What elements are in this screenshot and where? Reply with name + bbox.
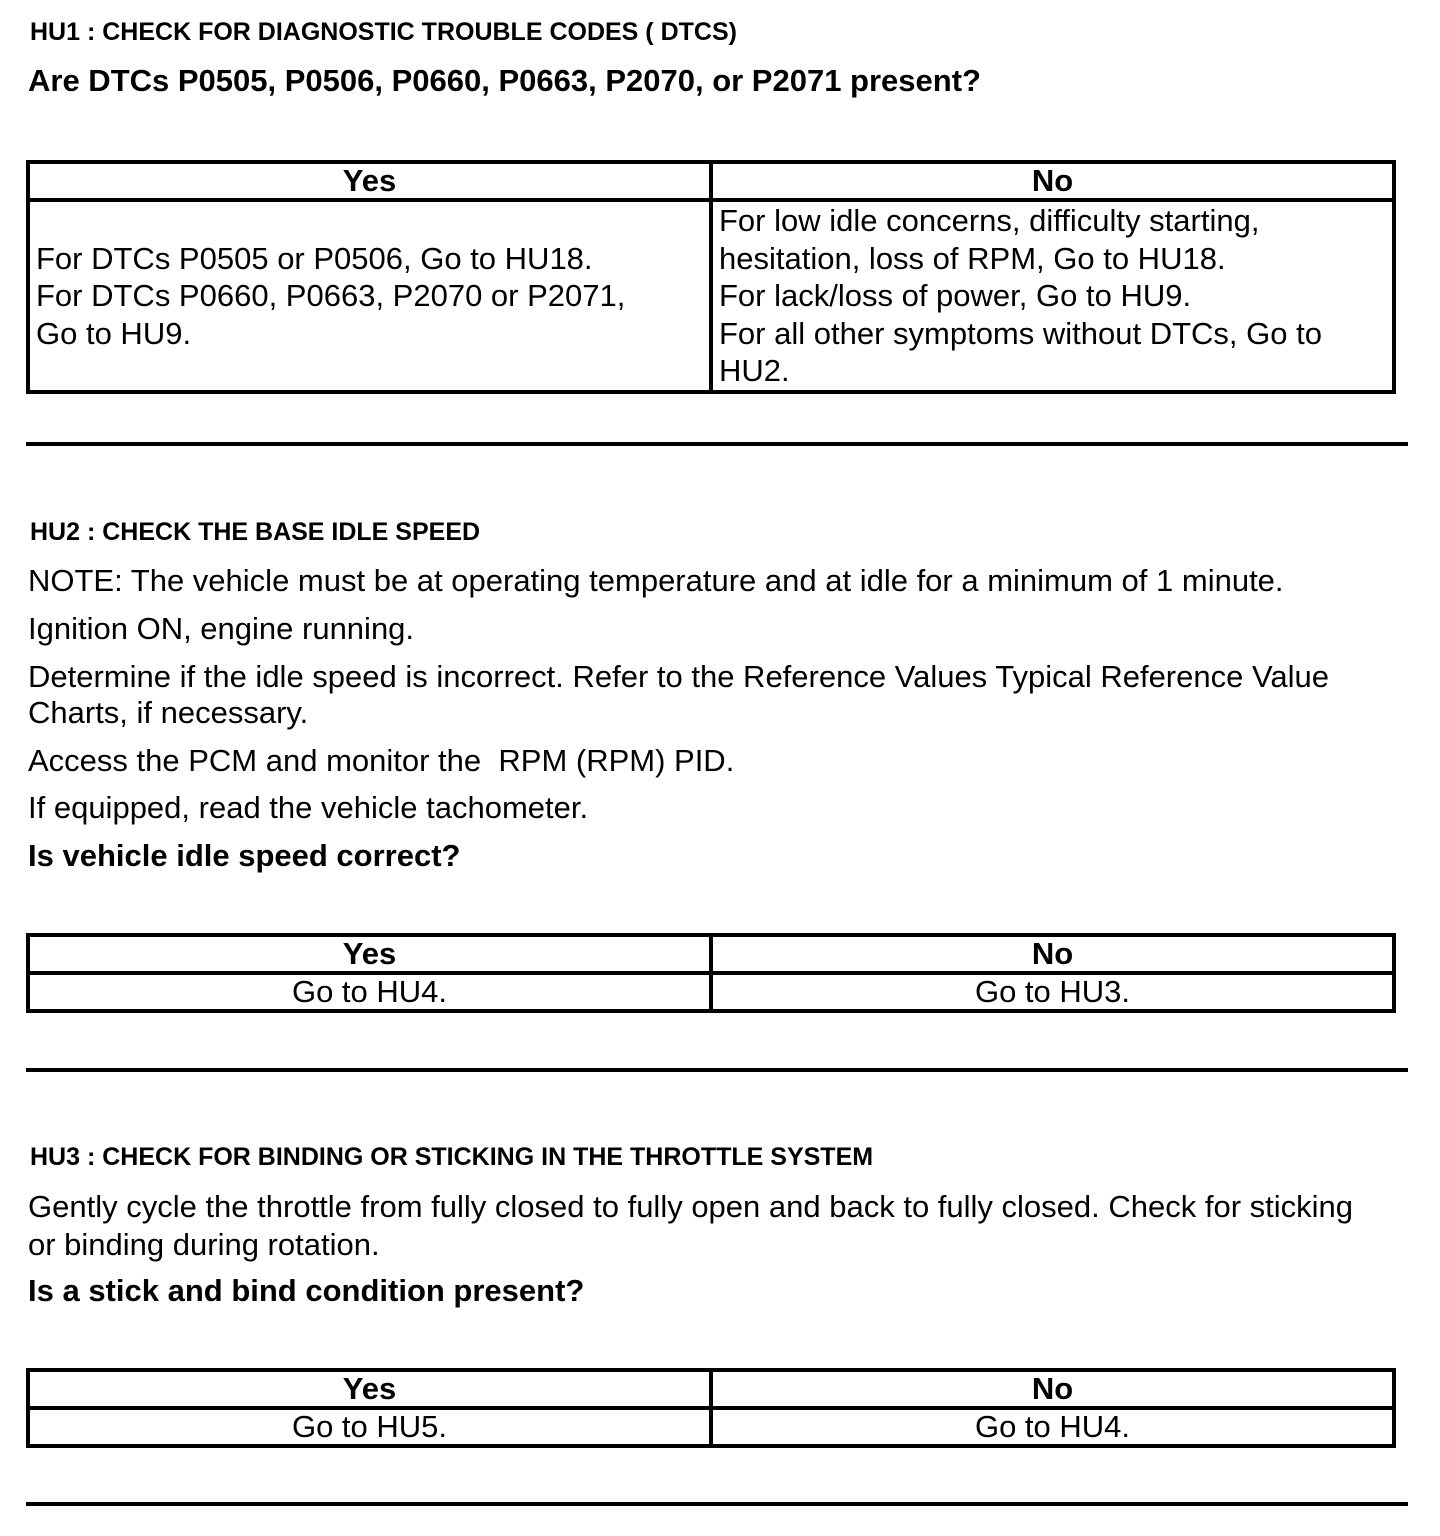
hu2-body-row	[28, 973, 1394, 1011]
hu3-no-cell: Go to HU4.	[711, 1408, 1394, 1446]
hu1-no-header: No	[711, 162, 1394, 200]
hu3-header-row	[28, 1370, 1394, 1408]
hu2-header-row	[28, 935, 1394, 973]
hu1-no-line: For all other symptoms without DTCs, Go to	[719, 315, 1322, 351]
hu1-yes-line: For DTCs P0660, P0663, P2070 or P2071,	[36, 278, 626, 313]
hu1-no-line: For lack/loss of power, Go to HU9.	[719, 278, 1192, 313]
hu1-no-line: For low idle concerns, difficulty starting,	[719, 203, 1260, 238]
hu2-yes-cell: Go to HU4.	[28, 973, 711, 1011]
hu2-no-cell: Go to HU3.	[711, 973, 1394, 1011]
hu2-heading: HU2 : CHECK THE BASE IDLE SPEED	[30, 518, 481, 546]
hu1-yes-line: For DTCs P0505 or P0506, Go to HU18.	[36, 240, 593, 276]
hu2-step-ignition: Ignition ON, engine running.	[28, 611, 415, 646]
section-divider	[26, 1502, 1408, 1506]
section-divider	[26, 442, 1408, 446]
hu1-no-line: HU2.	[719, 353, 790, 388]
section-divider	[26, 1068, 1408, 1072]
hu3-yes-cell: Go to HU5.	[28, 1408, 711, 1446]
hu1-no-cell	[711, 200, 1394, 392]
hu3-body-row	[28, 1408, 1394, 1446]
hu1-yes-cell	[28, 200, 711, 392]
hu3-yes-header: Yes	[28, 1370, 711, 1408]
hu1-no-line: hesitation, loss of RPM, Go to HU18.	[719, 240, 1226, 276]
hu3-heading: HU3 : CHECK FOR BINDING OR STICKING IN THE THROTTLE SYSTEM	[30, 1143, 874, 1171]
hu2-yes-header: Yes	[28, 935, 711, 973]
hu1-question: Are DTCs P0505, P0506, P0660, P0663, P2070, or P2071 present?	[28, 63, 981, 98]
hu2-note: NOTE: The vehicle must be at operating temperature and at idle for a minimum of 1 minute.	[28, 563, 1284, 598]
hu3-question: Is a stick and bind condition present?	[28, 1273, 585, 1308]
hu1-yes-header: Yes	[28, 162, 711, 200]
hu2-question: Is vehicle idle speed correct?	[28, 838, 461, 873]
hu3-yes-no-table	[26, 1368, 1396, 1448]
hu2-step-monitor: Access the PCM and monitor the RPM (RPM) PID.	[28, 743, 735, 778]
hu1-yes-line: Go to HU9.	[36, 315, 192, 351]
hu2-yes-no-table	[26, 933, 1396, 1013]
hu1-heading: HU1 : CHECK FOR DIAGNOSTIC TROUBLE CODES ( DTCS)	[30, 18, 737, 46]
hu1-header-row	[28, 162, 1394, 200]
hu2-step-determine: Determine if the idle speed is incorrect. Refer to the Reference Values Typical Reference Value Charts, if necessary.	[28, 659, 1329, 730]
hu3-instruction: Gently cycle the throttle from fully closed to fully open and back to fully closed. Check for sticking or binding during rotation.	[28, 1189, 1354, 1262]
hu1-body-row	[28, 200, 1394, 392]
hu1-yes-no-table	[26, 160, 1396, 394]
hu2-no-header: No	[711, 935, 1394, 973]
hu3-no-header: No	[711, 1370, 1394, 1408]
hu2-step-tachometer: If equipped, read the vehicle tachometer.	[28, 790, 589, 825]
